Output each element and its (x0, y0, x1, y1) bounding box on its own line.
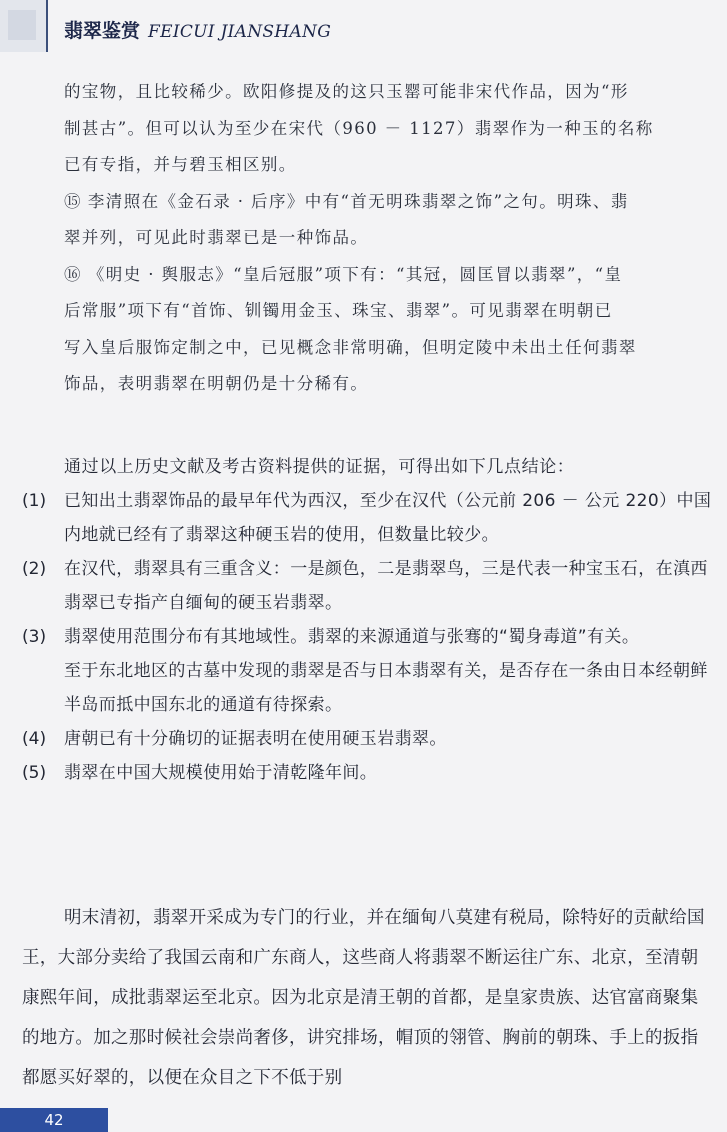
running-title-cn: 翡翠鉴赏 (64, 20, 141, 42)
body-paragraph: 明末清初，翡翠开采成为专门的行业，并在缅甸八莫建有税局，除特好的贡献给国王，大部分卖给了我国云南和广东商人，这些商人将翡翠不断运往广东、北京，至清朝康熙年间，成批翡翠运至北京。因为北京是清王朝的首都，是皇家贵族、达官富商聚集的地方。加之那时候社会崇尚奢侈，讲究排场，帽顶的翎管、胸前的朝珠、手上的扳指都愿买好翠的，以便在众目之下不低于别 (22, 908, 705, 1088)
note-line: 翠并列，可见此时翡翠已是一种饰品。 (64, 228, 369, 247)
conclusion-number: (4) (22, 729, 47, 749)
note-16-text: 《明史 · 舆服志》“皇后冠服”项下有：“其冠，圆匡冒以翡翠”，“皇 (87, 264, 623, 284)
note-15-marker: ⑮ (64, 191, 82, 211)
header-corner-tab (0, 0, 48, 52)
conclusions-section (22, 450, 712, 790)
note-line: 写入皇后服饰定制之中，已见概念非常明确，但明定陵中未出土任何翡翠 (64, 337, 637, 357)
footnotes-block (64, 74, 692, 403)
note-15 (64, 184, 692, 221)
conclusion-item (22, 484, 712, 552)
conclusion-text: 已知出土翡翠饰品的最早年代为西汉，至少在汉代（公元前 206 － 公元 220）中国内地就已经有了翡翠这种硬玉岩的使用，但数量比较少。 (64, 491, 712, 545)
header-corner-block (8, 10, 36, 40)
conclusion-text: 在汉代，翡翠具有三重含义：一是颜色，二是翡翠鸟，三是代表一种宝玉石，在滇西翡翠已专指产自缅甸的硬玉岩翡翠。 (64, 559, 708, 613)
note-line: 已有专指，并与碧玉相区别。 (64, 155, 297, 174)
conclusion-text: 翡翠在中国大规模使用始于清乾隆年间。 (64, 763, 378, 783)
conclusion-sub-paragraph: 至于东北地区的古墓中发现的翡翠是否与日本翡翠有关，是否存在一条由日本经朝鲜半岛而抵中国东北的通道有待探索。 (64, 661, 708, 715)
conclusion-number: (5) (22, 763, 47, 783)
page-number: 42 (0, 1108, 108, 1132)
note-line: 后常服”项下有“首饰、钏镯用金玉、珠宝、翡翠”。可见翡翠在明朝已 (64, 301, 613, 320)
note-line: 制甚古”。但可以认为至少在宋代（960 － 1127）翡翠作为一种玉的名称 (64, 118, 654, 138)
conclusion-number: (2) (22, 559, 47, 579)
conclusion-number: (3) (22, 627, 47, 647)
conclusion-item (22, 552, 712, 620)
conclusion-item (22, 620, 712, 654)
conclusion-item (22, 756, 712, 790)
note-16 (64, 257, 692, 294)
running-title (64, 16, 331, 43)
page-header (0, 0, 727, 62)
note-16-marker: ⑯ (64, 264, 82, 284)
conclusion-text: 唐朝已有十分确切的证据表明在使用硬玉岩翡翠。 (64, 729, 447, 749)
note-line: 的宝物，且比较稀少。欧阳修提及的这只玉罂可能非宋代作品，因为“形 (64, 82, 629, 101)
note-line: 饰品，表明翡翠在明朝仍是十分稀有。 (64, 374, 369, 393)
conclusion-number: (1) (22, 491, 47, 511)
running-title-en: FEICUI JIANSHANG (148, 22, 332, 42)
body-text (22, 898, 712, 1098)
note-15-text: 李清照在《金石录 · 后序》中有“首无明珠翡翠之饰”之句。明珠、翡 (87, 191, 629, 211)
conclusion-item (22, 722, 712, 756)
conclusions-intro: 通过以上历史文献及考古资料提供的证据，可得出如下几点结论： (64, 457, 575, 477)
conclusion-text: 翡翠使用范围分布有其地域性。翡翠的来源通道与张骞的“蜀身毒道”有关。 (64, 627, 640, 647)
